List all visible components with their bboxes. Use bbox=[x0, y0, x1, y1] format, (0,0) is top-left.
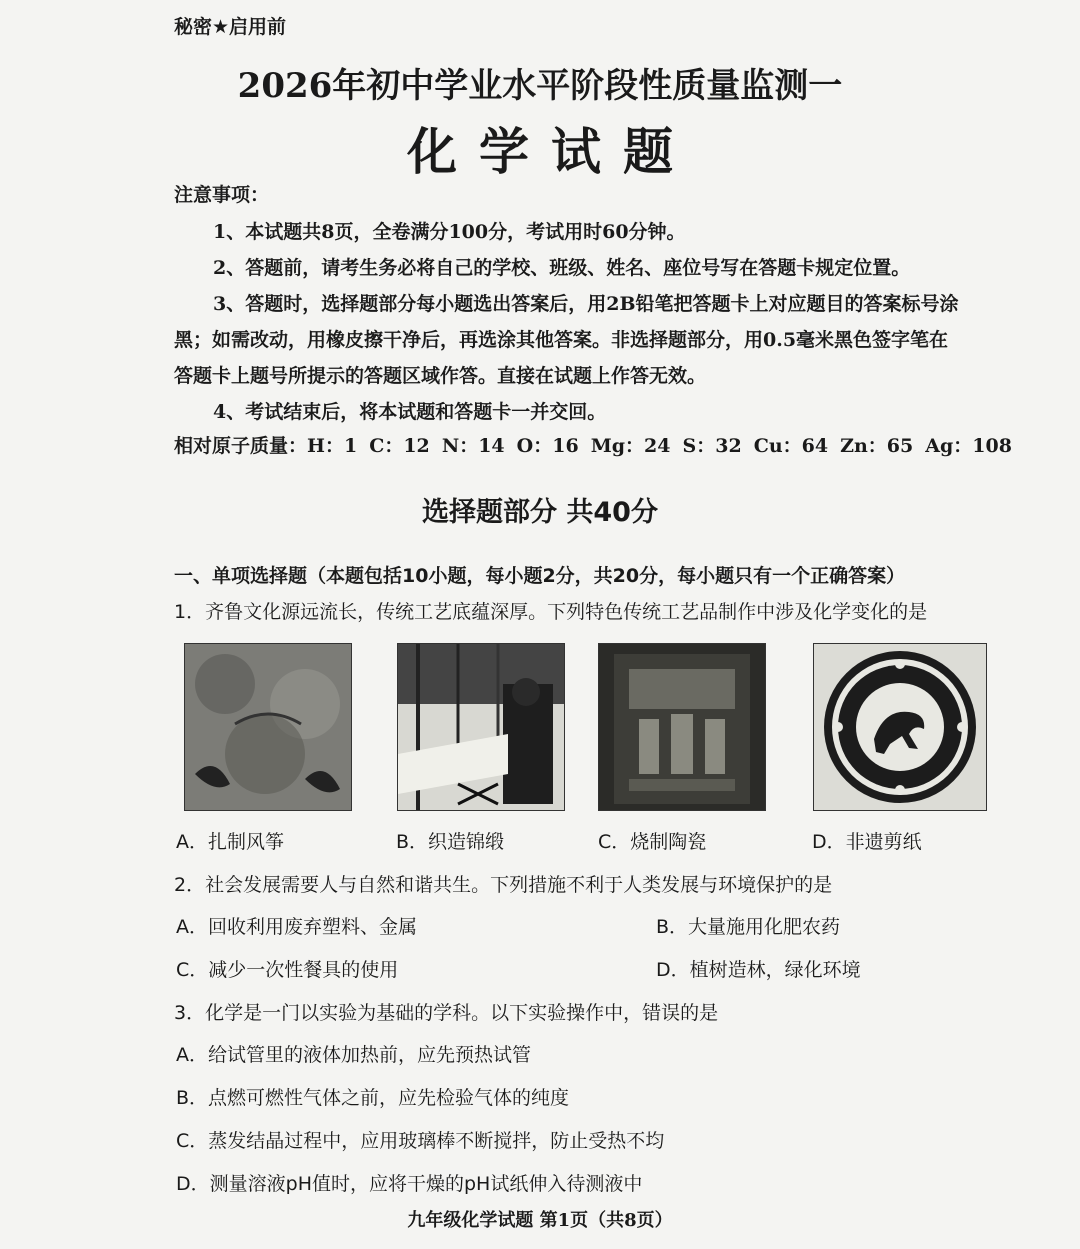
question-1-stem: 1．齐鲁文化源远流长，传统工艺底蕴深厚。下列特色传统工艺品制作中涉及化学变化的是 bbox=[174, 601, 928, 623]
q3-option-b: B．点燃可燃性气体之前，应先检验气体的纯度 bbox=[176, 1087, 570, 1109]
atomic-mass-entry: C：12 bbox=[369, 435, 430, 457]
atomic-mass-entry: O：16 bbox=[516, 435, 579, 457]
q2-option-d: D．植树造林，绿化环境 bbox=[656, 959, 861, 981]
question-3-stem: 3．化学是一门以实验为基础的学科。以下实验操作中，错误的是 bbox=[174, 1002, 719, 1024]
q2-option-a: A．回收利用废弃塑料、金属 bbox=[176, 916, 417, 938]
page-footer: 九年级化学试题 第1页（共8页） bbox=[407, 1210, 673, 1231]
atomic-mass-entry: N：14 bbox=[441, 435, 505, 457]
subject-title: 化学试题 bbox=[407, 122, 695, 181]
q3-option-a: A．给试管里的液体加热前，应先预热试管 bbox=[176, 1044, 531, 1066]
q2-option-c: C．减少一次性餐具的使用 bbox=[176, 959, 399, 981]
notice-item-1: 1、本试题共8页，全卷满分100分，考试用时60分钟。 bbox=[213, 221, 686, 243]
kite-image bbox=[184, 643, 352, 811]
secret-label: 秘密★启用前 bbox=[174, 16, 287, 38]
q1-option-b: B．织造锦缎 bbox=[396, 831, 505, 853]
part-heading: 一、单项选择题（本题包括10小题，每小题2分，共20分，每小题只有一个正确答案） bbox=[174, 565, 906, 587]
atomic-mass-entry: Mg：24 bbox=[590, 435, 671, 457]
exam-title: 2026年初中学业水平阶段性质量监测一 bbox=[237, 66, 843, 106]
q2-option-b: B．大量施用化肥农药 bbox=[656, 916, 841, 938]
notice-item-3-line-3: 答题卡上题号所提示的答题区域作答。直接在试题上作答无效。 bbox=[174, 365, 707, 387]
notice-item-2: 2、答题前，请考生务必将自己的学校、班级、姓名、座位号写在答题卡规定位置。 bbox=[213, 257, 911, 279]
question-2-stem: 2．社会发展需要人与自然和谐共生。下列措施不利于人类发展与环境保护的是 bbox=[174, 874, 833, 896]
atomic-mass-label: 相对原子质量：H：1 bbox=[174, 435, 358, 457]
q3-option-d: D．测量溶液pH值时，应将干燥的pH试纸伸入待测液中 bbox=[176, 1173, 643, 1195]
notice-item-4: 4、考试结束后，将本试题和答题卡一并交回。 bbox=[213, 401, 607, 423]
atomic-mass-entry: Cu：64 bbox=[753, 435, 829, 457]
pottery-image bbox=[598, 643, 766, 811]
paper-cut-image bbox=[813, 643, 987, 811]
q1-option-d: D．非遗剪纸 bbox=[812, 831, 922, 853]
q3-option-c: C．蒸发结晶过程中，应用玻璃棒不断搅拌，防止受热不均 bbox=[176, 1130, 665, 1152]
atomic-mass-entry: S：32 bbox=[682, 435, 742, 457]
notice-heading: 注意事项： bbox=[174, 184, 270, 206]
atomic-mass-entry: Ag：108 bbox=[925, 435, 1012, 457]
atomic-mass-row bbox=[174, 431, 1012, 458]
q1-option-c: C．烧制陶瓷 bbox=[598, 831, 707, 853]
notice-item-3-line-1: 3、答题时，选择题部分每小题选出答案后，用2B铅笔把答题卡上对应题目的答案标号涂 bbox=[213, 293, 959, 315]
q1-option-a: A．扎制风筝 bbox=[176, 831, 284, 853]
section-heading: 选择题部分 共40分 bbox=[422, 497, 658, 528]
notice-item-3-line-2: 黑；如需改动，用橡皮擦干净后，再选涂其他答案。非选择题部分，用0.5毫米黑色签字笔在 bbox=[174, 329, 949, 351]
weaving-image bbox=[397, 643, 565, 811]
atomic-mass-entry: Zn：65 bbox=[840, 435, 914, 457]
